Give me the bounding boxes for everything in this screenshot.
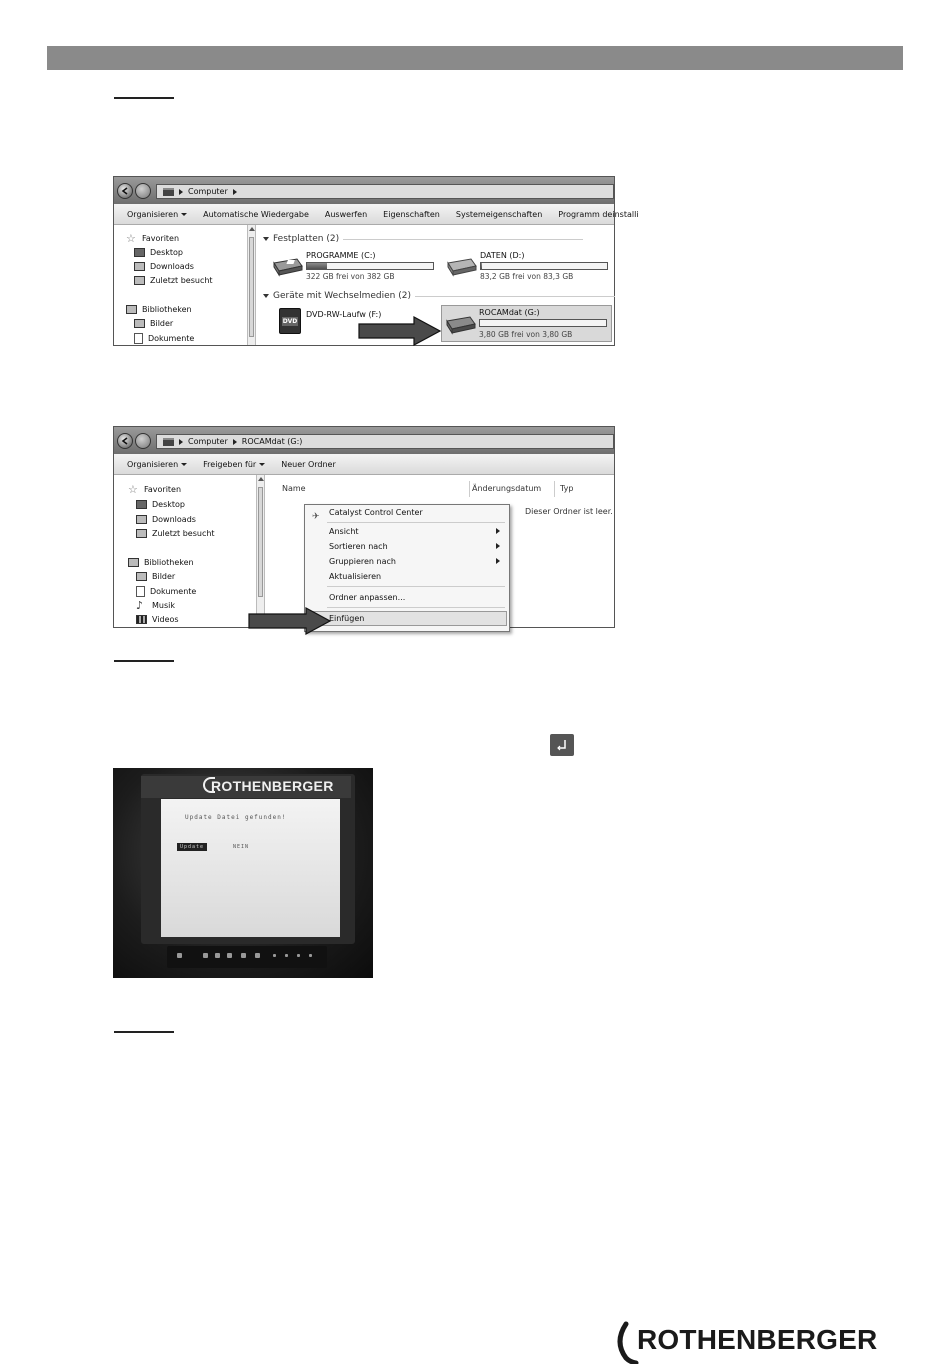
menu-item-customize-folder[interactable] — [329, 591, 503, 604]
menu-separator — [327, 607, 505, 608]
sidebar-item-label: Bilder — [150, 319, 174, 328]
address-bar[interactable] — [156, 184, 614, 199]
star-icon: ☆ — [126, 232, 136, 245]
pictures-icon — [134, 319, 145, 328]
menu-item-refresh[interactable] — [329, 570, 503, 583]
navigation-bar — [114, 177, 614, 204]
organize-label: Organisieren — [127, 209, 179, 219]
drive-usage-fill — [481, 263, 482, 269]
drive-usage-bar — [480, 262, 608, 270]
organize-label: Organisieren — [127, 459, 179, 469]
device-brand-label: ROTHENBERGER — [211, 778, 334, 794]
step-heading-rule — [114, 660, 174, 662]
step-heading-rule — [114, 1031, 174, 1033]
desktop-icon — [136, 500, 147, 509]
autoplay-label: Automatische Wiedergabe — [203, 209, 309, 219]
pointer-arrow-icon — [358, 316, 442, 346]
explorer-rocamdat-screenshot — [113, 426, 615, 628]
submenu-arrow-icon — [496, 543, 500, 549]
computer-icon — [163, 188, 174, 196]
sidebar-item-documents[interactable] — [136, 586, 196, 597]
drive-usage-fill — [307, 263, 327, 269]
organize-menu[interactable] — [114, 210, 195, 219]
menu-item-group-by[interactable] — [329, 555, 503, 568]
sidebar-item-label: Bilder — [152, 572, 176, 581]
sidebar-item-label: Zuletzt besucht — [152, 529, 215, 538]
menu-item-label: Aktualisieren — [329, 572, 382, 581]
breadcrumb-computer[interactable]: Computer — [188, 187, 228, 196]
context-menu — [304, 504, 510, 632]
dvd-drive-icon — [279, 308, 301, 334]
drive-usage-bar — [479, 319, 607, 327]
sidebar-item-downloads[interactable] — [134, 262, 194, 271]
scrollbar-thumb[interactable] — [258, 487, 263, 597]
new-folder-label: Neuer Ordner — [281, 459, 336, 469]
back-arrow-icon — [121, 187, 129, 195]
rothenberger-logo — [612, 1322, 878, 1364]
breadcrumb-separator-icon — [179, 439, 183, 445]
system-properties-button[interactable] — [448, 210, 550, 219]
sidebar-item-videos[interactable] — [136, 615, 179, 624]
sidebar-item-desktop[interactable] — [136, 500, 185, 509]
music-note-icon: ♪ — [136, 599, 144, 612]
enter-button[interactable] — [227, 953, 232, 958]
system-properties-label: Systemeigenschaften — [455, 209, 543, 219]
explorer-computer-screenshot — [113, 176, 639, 346]
hard-disk-icon — [445, 257, 477, 275]
chevron-down-icon — [181, 463, 187, 466]
sidebar-item-libraries[interactable] — [126, 305, 192, 314]
navigation-scrollbar[interactable] — [256, 475, 265, 627]
sidebar-item-label: Zuletzt besucht — [150, 276, 213, 285]
submenu-arrow-icon — [496, 558, 500, 564]
sidebar-item-label: Downloads — [152, 515, 196, 524]
menu-item-label: Ansicht — [329, 527, 359, 536]
sidebar-item-downloads[interactable] — [136, 515, 196, 524]
navigation-pane — [114, 225, 247, 345]
sidebar-item-label: Dokumente — [148, 334, 195, 343]
menu-item-view[interactable] — [329, 525, 503, 538]
device-photo — [113, 768, 373, 978]
collapse-icon — [263, 294, 269, 298]
command-toolbar — [114, 454, 614, 475]
documents-icon — [134, 333, 143, 344]
properties-button[interactable] — [375, 210, 448, 219]
organize-menu[interactable] — [114, 460, 195, 469]
section-removable-media[interactable] — [263, 291, 615, 301]
menu-separator — [327, 522, 505, 523]
file-list-header — [266, 481, 614, 497]
step-heading-rule — [114, 97, 174, 99]
column-divider[interactable] — [554, 481, 555, 497]
menu-item-label: Catalyst Control Center — [329, 508, 423, 517]
update-confirm-option[interactable]: Update — [177, 843, 207, 851]
drive-rocamdat-g[interactable] — [441, 305, 612, 342]
sidebar-item-label: Favoriten — [144, 485, 182, 494]
logo-wordmark: ROTHENBERGER — [637, 1324, 878, 1355]
menu-item-label: Einfügen — [329, 614, 365, 623]
device-key[interactable] — [241, 953, 246, 958]
desktop-icon — [134, 248, 145, 257]
share-with-menu[interactable] — [195, 460, 273, 469]
divider — [343, 239, 583, 240]
recent-places-icon — [136, 529, 147, 538]
sidebar-item-desktop[interactable] — [134, 248, 183, 257]
sidebar-item-label: Musik — [152, 601, 175, 610]
catalyst-icon: ✈ — [312, 512, 320, 522]
menu-item-sort-by[interactable] — [329, 540, 503, 553]
eject-label: Auswerfen — [324, 209, 368, 219]
return-arrow-icon — [550, 734, 574, 756]
address-bar[interactable] — [156, 434, 614, 449]
eject-button[interactable] — [317, 210, 375, 219]
pointer-arrow-icon — [248, 608, 332, 634]
navigation-scrollbar[interactable] — [247, 225, 256, 345]
sidebar-item-label: Desktop — [152, 500, 185, 509]
empty-folder-message: Dieser Ordner ist leer. — [525, 507, 613, 516]
libraries-icon — [126, 305, 137, 314]
drive-programme-c[interactable] — [269, 251, 439, 285]
hard-disk-icon — [271, 257, 303, 275]
back-arrow-icon — [121, 437, 129, 445]
video-icon — [136, 615, 147, 624]
drive-daten-d[interactable] — [443, 251, 613, 285]
sidebar-item-pictures[interactable] — [134, 319, 173, 328]
header-band — [47, 46, 903, 70]
update-found-message: Update Datei gefunden! — [185, 814, 287, 821]
divider — [415, 296, 615, 297]
menu-separator — [327, 586, 505, 587]
column-divider[interactable] — [469, 481, 470, 497]
recent-places-icon — [134, 276, 145, 285]
share-label: Freigeben für — [203, 459, 257, 469]
sidebar-item-label: Favoriten — [142, 234, 180, 243]
drive-usage-bar — [306, 262, 434, 270]
sidebar-item-documents[interactable] — [134, 333, 194, 344]
sidebar-item-recent[interactable] — [136, 529, 215, 538]
drive-icon — [163, 438, 174, 446]
scrollbar-thumb[interactable] — [249, 237, 254, 337]
drive-name: DATEN (D:) — [480, 251, 525, 260]
drive-free-space: 83,2 GB frei von 83,3 GB — [480, 272, 574, 281]
sidebar-item-label: Bibliotheken — [144, 558, 194, 567]
enter-key-icon — [550, 734, 574, 756]
sidebar-item-label: Bibliotheken — [142, 305, 192, 314]
drive-name: DVD-RW-Laufw (F:) — [306, 310, 382, 319]
menu-item-label: Ordner anpassen... — [329, 593, 406, 602]
sidebar-item-label: Videos — [152, 615, 179, 624]
command-toolbar — [114, 204, 639, 225]
section-label: Festplatten (2) — [273, 234, 340, 244]
device-control-panel — [167, 946, 327, 968]
sidebar-item-music[interactable] — [136, 601, 175, 610]
device-led — [285, 954, 288, 957]
sidebar-item-pictures[interactable] — [136, 572, 175, 581]
breadcrumb-separator-icon — [179, 189, 183, 195]
menu-item-paste[interactable] — [329, 612, 503, 625]
section-hard-disks[interactable] — [263, 234, 583, 244]
new-folder-button[interactable] — [273, 460, 344, 469]
column-name[interactable]: Name — [282, 484, 306, 493]
drive-free-space: 3,80 GB frei von 3,80 GB — [479, 330, 573, 339]
collapse-icon — [263, 237, 269, 241]
breadcrumb-rocamdat[interactable]: ROCAMdat (G:) — [241, 437, 303, 446]
forward-button[interactable] — [135, 433, 151, 449]
navigation-bar — [114, 427, 614, 454]
device-led — [309, 954, 312, 957]
power-button[interactable] — [177, 953, 182, 958]
sidebar-item-label: Desktop — [150, 248, 183, 257]
column-date-modified[interactable]: Änderungsdatum — [472, 484, 542, 493]
uninstall-program-button[interactable] — [550, 210, 646, 219]
usb-drive-icon — [444, 315, 476, 333]
column-type[interactable]: Typ — [560, 484, 574, 493]
sidebar-item-label: Dokumente — [150, 587, 197, 596]
properties-label: Eigenschaften — [383, 209, 440, 219]
drive-name: PROGRAMME (C:) — [306, 251, 376, 260]
sidebar-item-favorites[interactable] — [128, 485, 181, 494]
sidebar-item-label: Downloads — [150, 262, 194, 271]
downloads-icon — [134, 262, 145, 271]
update-cancel-option[interactable]: NEIN — [233, 844, 250, 850]
documents-icon — [136, 586, 145, 597]
downloads-icon — [136, 515, 147, 524]
autoplay-button[interactable] — [195, 210, 317, 219]
sidebar-item-recent[interactable] — [134, 276, 213, 285]
breadcrumb-separator-icon — [233, 189, 237, 195]
back-button[interactable] — [117, 183, 133, 199]
device-key[interactable] — [203, 953, 208, 958]
device-key[interactable] — [255, 953, 260, 958]
sidebar-item-favorites[interactable] — [126, 234, 179, 243]
back-button[interactable] — [117, 433, 133, 449]
chevron-down-icon — [181, 213, 187, 216]
dvd-badge: DVD — [282, 318, 298, 325]
chevron-down-icon — [259, 463, 265, 466]
uninstall-label: Programm deinstalli — [558, 209, 639, 219]
menu-item-catalyst[interactable] — [329, 506, 503, 519]
device-led — [273, 954, 276, 957]
forward-button[interactable] — [135, 183, 151, 199]
libraries-icon — [128, 558, 139, 567]
breadcrumb-separator-icon — [233, 439, 237, 445]
breadcrumb-computer[interactable]: Computer — [188, 437, 228, 446]
drive-free-space: 322 GB frei von 382 GB — [306, 272, 395, 281]
scroll-up-icon[interactable] — [249, 227, 255, 231]
menu-item-label: Gruppieren nach — [329, 557, 396, 566]
section-label: Geräte mit Wechselmedien (2) — [273, 291, 411, 301]
pictures-icon — [136, 572, 147, 581]
drive-name: ROCAMdat (G:) — [479, 308, 540, 317]
menu-item-label: Sortieren nach — [329, 542, 388, 551]
submenu-arrow-icon — [496, 528, 500, 534]
sidebar-item-libraries[interactable] — [128, 558, 194, 567]
device-led — [297, 954, 300, 957]
navigation-pane — [114, 475, 256, 627]
star-icon: ☆ — [128, 483, 138, 496]
scroll-up-icon[interactable] — [258, 477, 264, 481]
device-key[interactable] — [215, 953, 220, 958]
